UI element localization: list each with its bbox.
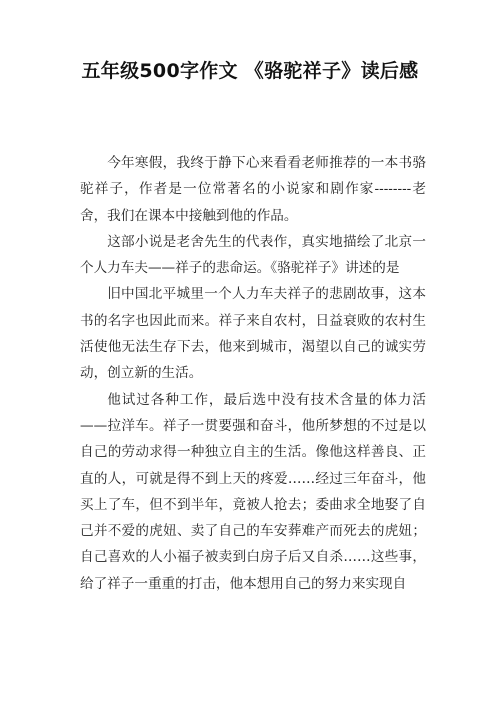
paragraph: 这部小说是老舍先生的代表作，真实地描绘了北京一个人力车夫——祥子的悲命运。《骆驼祥子》讲述的是 [80, 233, 426, 277]
paragraph: 今年寒假，我终于静下心来看看老师推荐的一本书骆驼祥子，作者是一位常著名的小说家和剧作家--------老舍，我们在课本中接触到他的作品。 [80, 155, 426, 224]
document-body [80, 150, 426, 597]
document-title: 五年级500字作文 《骆驼祥子》读后感 [81, 60, 419, 82]
paragraph: 他试过各种工作，最后选中没有技术含量的体力活——拉洋车。祥子一贯要强和奋斗，他所梦想的不过是以自己的劳动求得一种独立自主的生活。像他这样善良、正直的人，可就是得不到上天的疼爱……经过三年奋斗，他买上了车，但不到半年，竟被人抢去；委曲求全地娶了自己并不爱的虎妞、卖了自己的车安葬难产而死去的虎妞；自己喜欢的人小福子被卖到白房子后又自杀……这些事，给了祥子一重重的打击，他本想用自己的努力来实现自 [80, 391, 426, 592]
paragraph: 旧中国北平城里一个人力车夫祥子的悲剧故事，这本书的名字也因此而来。祥子来自农村，日益衰败的农村生活使他无法生存下去，他来到城市，渴望以自己的诚实劳动，创立新的生活。 [80, 286, 426, 382]
